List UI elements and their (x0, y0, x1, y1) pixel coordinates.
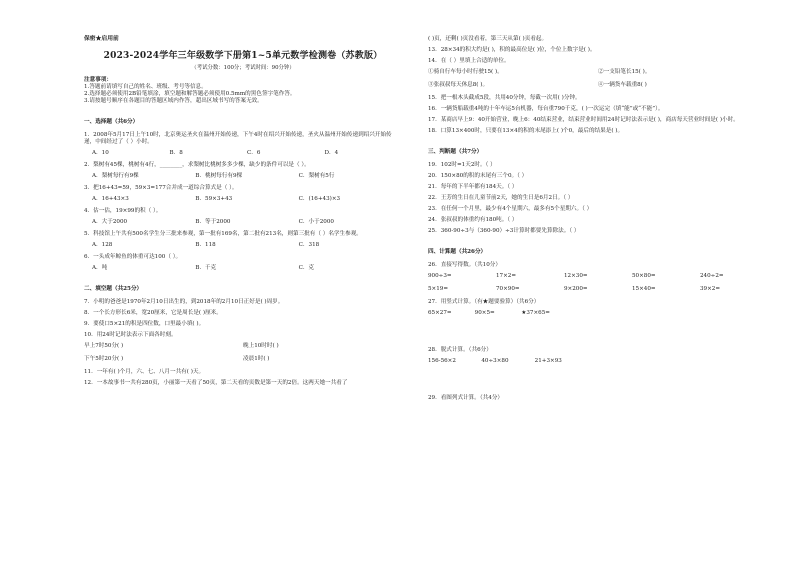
question-5: 5．科技馆上午共有500名学生分三批来参观，第一批有169名，第二批有213名，则第三批有（ ）名学生参观。 (84, 231, 362, 238)
time-blank: 早上7时50分( ) (84, 342, 124, 349)
question-2: 2．梨树有45棵，桃树有4行，________，求梨树比桃树多多少棵，缺少的条件可以是（ ）。 (84, 162, 310, 169)
question-14-row (428, 69, 768, 76)
oral-calc-item: 12×30= (564, 272, 588, 279)
oral-calc-item: 9×200= (564, 285, 588, 292)
question-14-row (428, 82, 768, 89)
question-7: 7．小明的爸爸是1970年2月10日出生的，到2018年的2月10日正好是( )周岁。 (84, 298, 284, 305)
notice-item: 1.答题前请填写自己的姓名、班级、考号等信息。 (84, 84, 207, 91)
left-column (84, 36, 402, 391)
exam-info: （考试分数：100分；考试时间：90分钟） (191, 65, 295, 72)
time-blank: 晚上10时时( ) (243, 342, 279, 349)
question-6: 6．一头成年鲸鱼的体重可达100（ ）。 (84, 253, 182, 260)
question-13: 13．28×34的积大约是( )，积的最高位是( )位，个位上数字是( )。 (428, 46, 596, 53)
step-calc-row (428, 358, 588, 365)
oral-calc-item: 15×40= (632, 285, 656, 292)
option: A．128 (92, 242, 113, 248)
question-3: 3．把16+43=59，59×3=177合并成一道综合算式是（ ）。 (84, 185, 238, 192)
option: B．118 (195, 242, 216, 248)
option: B．千克 (195, 264, 217, 271)
vertical-calc-item: ★37×65= (521, 309, 550, 316)
option: B．59×3+43 (195, 196, 233, 203)
question-10: 10．用24时记时法表示下面各时刻。 (84, 331, 177, 338)
option: B．等于2000 (195, 219, 231, 226)
unit-blank: ④一辆货车载重8( ) (598, 81, 647, 88)
question-12-continued: ( )页，还剩( )页没看着，第三天从第( )页看起。 (428, 36, 548, 42)
oral-calc-item: 240÷2= (700, 272, 724, 279)
question-16: 16．一辆货船载重4吨的十年车运5台机器，每台重790千克，( )一次运完（填“能”或“不能”）。 (428, 105, 664, 112)
question-22: 22．王芳的生日在儿童节前2天，她的生日是6月2日。（ ） (428, 194, 574, 201)
question-11: 11．一年有( )个月，六、七、八月一共有( )天。 (84, 368, 205, 375)
oral-calc-item: 900÷3= (428, 272, 452, 279)
question-14: 14．在（ ）里填上合适的单位。 (428, 57, 510, 64)
question-23: 23．在任何一个月里，最少有4个星期六，最多有5个星期六。（ ） (428, 205, 593, 212)
question-24: 24．张叔叔的体重约有180吨。（ ） (428, 216, 518, 223)
option: C．6 (247, 150, 261, 157)
question-9: 9．要使口5×21的积是四位数，口里最小填( )。 (84, 320, 205, 327)
oral-calc-row (428, 273, 768, 280)
question-19: 19．102时=1天2时。（ ） (428, 161, 496, 168)
page-title: 2023-2024学年三年级数学下册第1~5单元数学检测卷（苏教版） (103, 51, 383, 62)
vertical-calc-item: 65×27= (428, 309, 452, 316)
time-blank: 下午5时20分( ) (84, 355, 124, 362)
oral-calc-item: 5×19= (428, 285, 449, 292)
option: A．10 (92, 150, 109, 157)
question-25: 25．360-90÷3与（360-90）÷3计算时都要先算除法。（ ） (428, 227, 580, 234)
vertical-calc-item: 90×5= (474, 309, 495, 316)
option: D．4 (324, 150, 339, 157)
step-calc-item: 156-56×2 (428, 357, 456, 364)
option: A．梨树每行有9棵 (92, 173, 139, 180)
step-calc-item: 21+3×93 (534, 357, 562, 364)
question-17: 17．某商店早上9：40开始营业，晚上6：40结束营业，结束营业时间用24时记时法表示是( )，商店每天营业时间是( )小时。 (428, 116, 739, 123)
question-1: 1．2008年5月17日上午10时，北京奥运圣火在温州开始传递，下午4时在绍兴开始传递，圣火从温州开始传递到绍兴开始传递，中间经过了（ ）小时。 (84, 132, 392, 146)
secret-label: 保密★启用前 (84, 36, 119, 42)
option: C．小于2000 (298, 219, 334, 226)
question-6-options (92, 265, 402, 272)
oral-calc-item: 50×80= (632, 272, 656, 279)
question-3-options (92, 196, 402, 203)
question-18: 18．口算13×400时，只要在13×4的积的末尾添上( )个0，最后的结果是( )。 (428, 127, 624, 134)
question-15: 15．把一根木头截成5段，共用40分钟，每截一次用( )分钟。 (428, 94, 581, 101)
option: C．克 (298, 264, 315, 271)
question-4-options (92, 219, 402, 226)
option: C．(16+43)×3 (298, 196, 341, 203)
vertical-calc-row (428, 310, 568, 317)
time-blank: 凌晨1时( ) (243, 355, 270, 362)
section-heading-fill: 二、填空题（共25分） (84, 285, 143, 292)
notice-item: 3.请按题号顺序在各题目的答题区域内作答，超出区域书写的答案无效。 (84, 98, 263, 105)
oral-calc-item: 17×2= (496, 272, 517, 279)
question-27: 27．用竖式计算。（有★题要验算）（共6分） (428, 298, 540, 305)
question-21: 21．每年的下半年都有184天。（ ） (428, 183, 518, 190)
option: A．吨 (92, 264, 108, 271)
option: B．8 (169, 150, 183, 157)
question-12: 12．一本故事书一共有280页，小丽第一天看了50页，第二天看的页数是第一天的2倍。这两天她一共看了 (84, 379, 348, 386)
question-1-options (92, 150, 402, 157)
question-20: 20．150×80的积的末尾有三个0。（ ） (428, 172, 528, 179)
option: C．梨树有5行 (298, 173, 335, 180)
section-heading-judge: 三、判断题（共7分） (428, 148, 483, 155)
question-29: 29．看图列式计算。（共4分） (428, 394, 504, 401)
question-4: 4．估一估，19×99的积（ ）。 (84, 208, 162, 215)
option: B．桃树每行有9棵 (195, 173, 243, 180)
question-28: 28．脱式计算。（共6分） (428, 346, 492, 353)
notice-item: 2.选择题必须使用2B铅笔填涂，填空题和解答题必须使用0.5mm的黑色签字笔作答。 (84, 91, 296, 98)
right-column (428, 36, 768, 406)
oral-calc-item: 70×90= (496, 285, 520, 292)
question-10-row (84, 343, 402, 350)
oral-calc-item: 39×2= (700, 285, 721, 292)
option: C．318 (298, 242, 320, 248)
question-8: 8．一个长方形长6米，宽20厘米，它是周长是( )厘米。 (84, 309, 222, 316)
unit-blank: ③张叔叔每天休息8( )。 (428, 81, 489, 88)
question-26: 26．直接写得数。（共10分） (428, 261, 501, 268)
option: A．16+43×3 (92, 196, 129, 203)
notice-heading: 注意事项： (84, 77, 112, 84)
unit-blank: ①骑自行车每小时行驶15( )。 (428, 68, 503, 75)
question-2-options (92, 173, 402, 180)
step-calc-item: 40÷3×80 (481, 357, 509, 364)
question-5-options (92, 242, 402, 249)
question-10-row (84, 356, 402, 363)
unit-blank: ②一支铅笔长15( )。 (598, 68, 651, 75)
section-heading-choice: 一、选择题（共6分） (84, 119, 139, 126)
section-heading-calc: 四、计算题（共26分） (428, 248, 487, 255)
oral-calc-row (428, 286, 768, 293)
option: A．大于2000 (92, 219, 128, 226)
